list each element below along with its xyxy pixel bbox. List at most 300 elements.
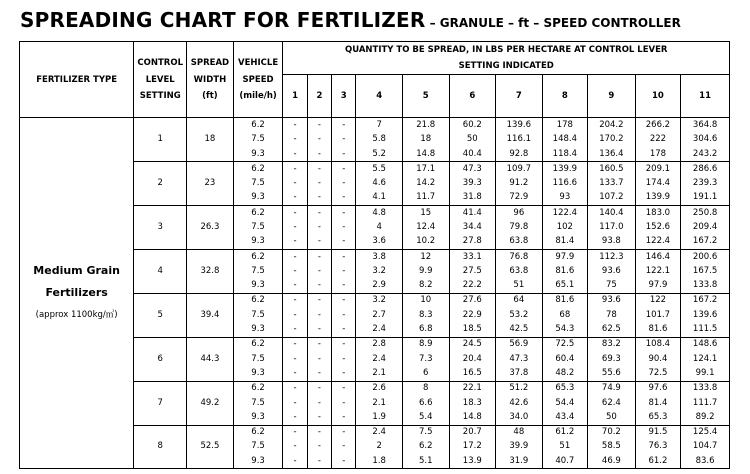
quantity-cell-level-5: 5.1 bbox=[402, 454, 449, 469]
quantity-cell-level-7: 79.8 bbox=[496, 220, 543, 234]
table-row bbox=[20, 118, 730, 133]
vehicle-speed-cell: 6.2 bbox=[233, 206, 283, 221]
quantity-cell-level-4: 2 bbox=[356, 440, 403, 454]
quantity-cell-level-3: - bbox=[332, 191, 356, 206]
vehicle-speed-cell: 7.5 bbox=[233, 264, 283, 278]
header-level-4: 4 bbox=[356, 75, 403, 118]
quantity-cell-level-5: 5.4 bbox=[402, 410, 449, 425]
quantity-cell-level-10: 72.5 bbox=[635, 366, 680, 381]
quantity-cell-level-5: 8.9 bbox=[402, 337, 449, 352]
quantity-cell-level-6: 16.5 bbox=[449, 366, 496, 381]
quantity-cell-level-6: 20.4 bbox=[449, 352, 496, 366]
quantity-cell-level-2: - bbox=[307, 249, 331, 264]
quantity-cell-level-9: 62.4 bbox=[588, 396, 636, 410]
quantity-cell-level-2: - bbox=[307, 396, 331, 410]
vehicle-speed-cell: 6.2 bbox=[233, 337, 283, 352]
quantity-cell-level-2: - bbox=[307, 279, 331, 294]
quantity-cell-level-1: - bbox=[283, 191, 307, 206]
quantity-cell-level-11: 99.1 bbox=[681, 366, 730, 381]
quantity-cell-level-1: - bbox=[283, 381, 307, 396]
quantity-cell-level-6: 18.3 bbox=[449, 396, 496, 410]
quantity-cell-level-11: 83.6 bbox=[681, 454, 730, 469]
header-fertilizer-type: FERTILIZER TYPE bbox=[20, 42, 134, 118]
quantity-cell-level-5: 12 bbox=[402, 249, 449, 264]
quantity-cell-level-8: 68 bbox=[542, 308, 587, 322]
quantity-cell-level-9: 112.3 bbox=[588, 249, 636, 264]
quantity-cell-level-8: 65.3 bbox=[542, 381, 587, 396]
header-level-7: 7 bbox=[496, 75, 543, 118]
quantity-cell-level-3: - bbox=[332, 220, 356, 234]
control-level-cell: 8 bbox=[134, 425, 187, 469]
quantity-cell-level-7: 64 bbox=[496, 293, 543, 308]
quantity-cell-level-3: - bbox=[332, 206, 356, 221]
quantity-cell-level-11: 191.1 bbox=[681, 191, 730, 206]
quantity-cell-level-3: - bbox=[332, 308, 356, 322]
control-level-cell: 7 bbox=[134, 381, 187, 425]
quantity-cell-level-4: 3.8 bbox=[356, 249, 403, 264]
quantity-cell-level-6: 22.9 bbox=[449, 308, 496, 322]
quantity-cell-level-1: - bbox=[283, 279, 307, 294]
page-subtitle: – GRANULE – ft – SPEED CONTROLLER bbox=[425, 16, 681, 30]
vehicle-speed-cell: 9.3 bbox=[233, 279, 283, 294]
quantity-cell-level-1: - bbox=[283, 220, 307, 234]
quantity-cell-level-3: - bbox=[332, 235, 356, 250]
quantity-cell-level-4: 5.2 bbox=[356, 147, 403, 162]
quantity-cell-level-4: 2.8 bbox=[356, 337, 403, 352]
quantity-cell-level-10: 209.1 bbox=[635, 162, 680, 177]
quantity-cell-level-8: 48.2 bbox=[542, 366, 587, 381]
header-level-8: 8 bbox=[542, 75, 587, 118]
quantity-cell-level-3: - bbox=[332, 425, 356, 440]
spread-width-cell: 32.8 bbox=[187, 249, 234, 293]
quantity-cell-level-3: - bbox=[332, 118, 356, 133]
quantity-cell-level-4: 2.6 bbox=[356, 381, 403, 396]
quantity-cell-level-7: 91.2 bbox=[496, 176, 543, 190]
quantity-cell-level-8: 65.1 bbox=[542, 279, 587, 294]
spread-width-cell: 52.5 bbox=[187, 425, 234, 469]
quantity-cell-level-7: 48 bbox=[496, 425, 543, 440]
quantity-cell-level-8: 51 bbox=[542, 440, 587, 454]
quantity-cell-level-2: - bbox=[307, 293, 331, 308]
quantity-cell-level-11: 243.2 bbox=[681, 147, 730, 162]
quantity-cell-level-6: 60.2 bbox=[449, 118, 496, 133]
quantity-cell-level-2: - bbox=[307, 366, 331, 381]
quantity-cell-level-1: - bbox=[283, 118, 307, 133]
quantity-cell-level-2: - bbox=[307, 308, 331, 322]
quantity-cell-level-6: 40.4 bbox=[449, 147, 496, 162]
header-level-5: 5 bbox=[402, 75, 449, 118]
quantity-cell-level-3: - bbox=[332, 133, 356, 147]
quantity-cell-level-4: 2.9 bbox=[356, 279, 403, 294]
vehicle-speed-cell: 7.5 bbox=[233, 176, 283, 190]
quantity-cell-level-8: 81.6 bbox=[542, 264, 587, 278]
control-level-cell: 1 bbox=[134, 118, 187, 162]
quantity-cell-level-8: 139.9 bbox=[542, 162, 587, 177]
quantity-cell-level-4: 1.9 bbox=[356, 410, 403, 425]
quantity-cell-level-1: - bbox=[283, 410, 307, 425]
quantity-cell-level-7: 37.8 bbox=[496, 366, 543, 381]
quantity-cell-level-2: - bbox=[307, 322, 331, 337]
quantity-cell-level-9: 140.4 bbox=[588, 206, 636, 221]
quantity-cell-level-5: 6.8 bbox=[402, 322, 449, 337]
quantity-cell-level-10: 122.1 bbox=[635, 264, 680, 278]
quantity-cell-level-8: 54.3 bbox=[542, 322, 587, 337]
quantity-cell-level-10: 81.4 bbox=[635, 396, 680, 410]
quantity-cell-level-6: 22.2 bbox=[449, 279, 496, 294]
quantity-cell-level-9: 93.6 bbox=[588, 264, 636, 278]
quantity-cell-level-8: 148.4 bbox=[542, 133, 587, 147]
quantity-cell-level-2: - bbox=[307, 264, 331, 278]
vehicle-speed-cell: 9.3 bbox=[233, 410, 283, 425]
quantity-cell-level-1: - bbox=[283, 293, 307, 308]
vehicle-speed-cell: 6.2 bbox=[233, 162, 283, 177]
quantity-cell-level-9: 70.2 bbox=[588, 425, 636, 440]
quantity-cell-level-1: - bbox=[283, 352, 307, 366]
quantity-cell-level-7: 63.8 bbox=[496, 264, 543, 278]
quantity-cell-level-7: 31.9 bbox=[496, 454, 543, 469]
quantity-cell-level-11: 111.7 bbox=[681, 396, 730, 410]
header-control-level bbox=[134, 42, 187, 118]
quantity-cell-level-9: 74.9 bbox=[588, 381, 636, 396]
quantity-cell-level-11: 364.8 bbox=[681, 118, 730, 133]
quantity-cell-level-2: - bbox=[307, 206, 331, 221]
vehicle-speed-cell: 6.2 bbox=[233, 118, 283, 133]
quantity-cell-level-10: 183.0 bbox=[635, 206, 680, 221]
quantity-cell-level-4: 4.8 bbox=[356, 206, 403, 221]
quantity-cell-level-6: 20.7 bbox=[449, 425, 496, 440]
quantity-cell-level-5: 7.5 bbox=[402, 425, 449, 440]
vehicle-speed-cell: 9.3 bbox=[233, 322, 283, 337]
quantity-cell-level-8: 72.5 bbox=[542, 337, 587, 352]
quantity-cell-level-1: - bbox=[283, 235, 307, 250]
spread-width-cell: 49.2 bbox=[187, 381, 234, 425]
quantity-cell-level-7: 47.3 bbox=[496, 352, 543, 366]
header-vehicle-line: (mile/h) bbox=[239, 90, 277, 101]
vehicle-speed-cell: 6.2 bbox=[233, 381, 283, 396]
quantity-cell-level-6: 33.1 bbox=[449, 249, 496, 264]
quantity-cell-level-4: 2.1 bbox=[356, 396, 403, 410]
quantity-cell-level-1: - bbox=[283, 440, 307, 454]
quantity-cell-level-4: 2.4 bbox=[356, 352, 403, 366]
quantity-cell-level-9: 62.5 bbox=[588, 322, 636, 337]
quantity-cell-level-8: 61.2 bbox=[542, 425, 587, 440]
quantity-cell-level-11: 148.6 bbox=[681, 337, 730, 352]
quantity-cell-level-2: - bbox=[307, 352, 331, 366]
quantity-cell-level-8: 40.7 bbox=[542, 454, 587, 469]
quantity-cell-level-11: 200.6 bbox=[681, 249, 730, 264]
quantity-cell-level-3: - bbox=[332, 410, 356, 425]
quantity-cell-level-9: 58.5 bbox=[588, 440, 636, 454]
quantity-cell-level-4: 4 bbox=[356, 220, 403, 234]
quantity-cell-level-8: 116.6 bbox=[542, 176, 587, 190]
quantity-cell-level-11: 167.5 bbox=[681, 264, 730, 278]
quantity-cell-level-8: 81.6 bbox=[542, 293, 587, 308]
quantity-cell-level-7: 109.7 bbox=[496, 162, 543, 177]
quantity-cell-level-10: 97.6 bbox=[635, 381, 680, 396]
vehicle-speed-cell: 7.5 bbox=[233, 133, 283, 147]
quantity-cell-level-7: 116.1 bbox=[496, 133, 543, 147]
quantity-cell-level-8: 178 bbox=[542, 118, 587, 133]
header-spread-line: WIDTH bbox=[193, 74, 227, 85]
quantity-cell-level-6: 17.2 bbox=[449, 440, 496, 454]
quantity-cell-level-10: 222 bbox=[635, 133, 680, 147]
quantity-cell-level-11: 167.2 bbox=[681, 235, 730, 250]
quantity-cell-level-8: 102 bbox=[542, 220, 587, 234]
page-title: SPREADING CHART FOR FERTILIZER bbox=[20, 8, 426, 32]
quantity-cell-level-6: 47.3 bbox=[449, 162, 496, 177]
quantity-cell-level-1: - bbox=[283, 206, 307, 221]
header-vehicle-line: SPEED bbox=[242, 74, 274, 85]
header-quantity-line: QUANTITY TO BE SPREAD, IN LBS PER HECTARE AT CONTROL LEVER bbox=[344, 45, 668, 55]
vehicle-speed-cell: 6.2 bbox=[233, 293, 283, 308]
quantity-cell-level-10: 76.3 bbox=[635, 440, 680, 454]
quantity-cell-level-10: 97.9 bbox=[635, 279, 680, 294]
quantity-cell-level-11: 133.8 bbox=[681, 279, 730, 294]
quantity-cell-level-1: - bbox=[283, 366, 307, 381]
quantity-cell-level-10: 139.9 bbox=[635, 191, 680, 206]
quantity-cell-level-3: - bbox=[332, 162, 356, 177]
quantity-cell-level-10: 61.2 bbox=[635, 454, 680, 469]
quantity-cell-level-11: 286.6 bbox=[681, 162, 730, 177]
quantity-cell-level-11: 250.8 bbox=[681, 206, 730, 221]
quantity-cell-level-9: 50 bbox=[588, 410, 636, 425]
chart-title-block bbox=[20, 8, 681, 32]
quantity-cell-level-5: 6.2 bbox=[402, 440, 449, 454]
quantity-cell-level-2: - bbox=[307, 410, 331, 425]
quantity-cell-level-1: - bbox=[283, 249, 307, 264]
quantity-cell-level-2: - bbox=[307, 162, 331, 177]
header-level-3: 3 bbox=[332, 75, 356, 118]
quantity-cell-level-3: - bbox=[332, 381, 356, 396]
quantity-cell-level-1: - bbox=[283, 322, 307, 337]
quantity-cell-level-11: 133.8 bbox=[681, 381, 730, 396]
vehicle-speed-cell: 6.2 bbox=[233, 425, 283, 440]
quantity-cell-level-10: 146.4 bbox=[635, 249, 680, 264]
spread-width-cell: 39.4 bbox=[187, 293, 234, 337]
header-level-6: 6 bbox=[449, 75, 496, 118]
control-level-cell: 5 bbox=[134, 293, 187, 337]
header-spread-line: SPREAD bbox=[190, 58, 230, 69]
header-vehicle-line: VEHICLE bbox=[238, 58, 279, 69]
fertilizer-type-cell bbox=[20, 118, 134, 469]
quantity-cell-level-9: 160.5 bbox=[588, 162, 636, 177]
quantity-cell-level-7: 34.0 bbox=[496, 410, 543, 425]
quantity-cell-level-4: 3.6 bbox=[356, 235, 403, 250]
quantity-cell-level-2: - bbox=[307, 440, 331, 454]
quantity-cell-level-1: - bbox=[283, 147, 307, 162]
quantity-cell-level-10: 108.4 bbox=[635, 337, 680, 352]
header-quantity-line: SETTING INDICATED bbox=[458, 61, 554, 72]
vehicle-speed-cell: 9.3 bbox=[233, 191, 283, 206]
quantity-cell-level-10: 178 bbox=[635, 147, 680, 162]
vehicle-speed-cell: 7.5 bbox=[233, 220, 283, 234]
quantity-cell-level-3: - bbox=[332, 322, 356, 337]
quantity-cell-level-5: 14.2 bbox=[402, 176, 449, 190]
quantity-cell-level-9: 204.2 bbox=[588, 118, 636, 133]
quantity-cell-level-7: 39.9 bbox=[496, 440, 543, 454]
quantity-cell-level-5: 14.8 bbox=[402, 147, 449, 162]
quantity-cell-level-1: - bbox=[283, 133, 307, 147]
quantity-cell-level-7: 53.2 bbox=[496, 308, 543, 322]
quantity-cell-level-2: - bbox=[307, 220, 331, 234]
fertilizer-type-line3: (approx 1100kg/㎥) bbox=[35, 310, 118, 321]
vehicle-speed-cell: 7.5 bbox=[233, 308, 283, 322]
quantity-cell-level-8: 97.9 bbox=[542, 249, 587, 264]
quantity-cell-level-2: - bbox=[307, 176, 331, 190]
quantity-cell-level-2: - bbox=[307, 147, 331, 162]
quantity-cell-level-4: 1.8 bbox=[356, 454, 403, 469]
quantity-cell-level-5: 12.4 bbox=[402, 220, 449, 234]
header-quantity bbox=[283, 42, 730, 75]
quantity-cell-level-7: 72.9 bbox=[496, 191, 543, 206]
quantity-cell-level-7: 96 bbox=[496, 206, 543, 221]
quantity-cell-level-10: 152.6 bbox=[635, 220, 680, 234]
quantity-cell-level-7: 139.6 bbox=[496, 118, 543, 133]
quantity-cell-level-6: 13.9 bbox=[449, 454, 496, 469]
fertilizer-type-line1: Medium Grain bbox=[33, 264, 120, 278]
header-level-9: 9 bbox=[588, 75, 636, 118]
quantity-cell-level-6: 18.5 bbox=[449, 322, 496, 337]
quantity-cell-level-3: - bbox=[332, 440, 356, 454]
vehicle-speed-cell: 9.3 bbox=[233, 366, 283, 381]
quantity-cell-level-10: 266.2 bbox=[635, 118, 680, 133]
quantity-cell-level-10: 174.4 bbox=[635, 176, 680, 190]
quantity-cell-level-6: 22.1 bbox=[449, 381, 496, 396]
quantity-cell-level-9: 136.4 bbox=[588, 147, 636, 162]
quantity-cell-level-7: 76.8 bbox=[496, 249, 543, 264]
quantity-cell-level-11: 125.4 bbox=[681, 425, 730, 440]
quantity-cell-level-6: 27.8 bbox=[449, 235, 496, 250]
quantity-cell-level-5: 10 bbox=[402, 293, 449, 308]
quantity-cell-level-4: 7 bbox=[356, 118, 403, 133]
quantity-cell-level-8: 81.4 bbox=[542, 235, 587, 250]
quantity-cell-level-9: 117.0 bbox=[588, 220, 636, 234]
quantity-cell-level-1: - bbox=[283, 454, 307, 469]
quantity-cell-level-7: 92.8 bbox=[496, 147, 543, 162]
quantity-cell-level-8: 122.4 bbox=[542, 206, 587, 221]
quantity-cell-level-9: 78 bbox=[588, 308, 636, 322]
quantity-cell-level-7: 63.8 bbox=[496, 235, 543, 250]
quantity-cell-level-4: 2.4 bbox=[356, 425, 403, 440]
quantity-cell-level-3: - bbox=[332, 176, 356, 190]
quantity-cell-level-8: 118.4 bbox=[542, 147, 587, 162]
quantity-cell-level-2: - bbox=[307, 133, 331, 147]
quantity-cell-level-5: 9.9 bbox=[402, 264, 449, 278]
quantity-cell-level-2: - bbox=[307, 337, 331, 352]
quantity-cell-level-4: 2.1 bbox=[356, 366, 403, 381]
quantity-cell-level-11: 89.2 bbox=[681, 410, 730, 425]
spreading-chart-table bbox=[19, 41, 730, 469]
quantity-cell-level-9: 93.8 bbox=[588, 235, 636, 250]
quantity-cell-level-3: - bbox=[332, 279, 356, 294]
quantity-cell-level-9: 93.6 bbox=[588, 293, 636, 308]
header-level-11: 11 bbox=[681, 75, 730, 118]
quantity-cell-level-4: 4.1 bbox=[356, 191, 403, 206]
quantity-cell-level-5: 10.2 bbox=[402, 235, 449, 250]
vehicle-speed-cell: 7.5 bbox=[233, 396, 283, 410]
quantity-cell-level-11: 111.5 bbox=[681, 322, 730, 337]
quantity-cell-level-5: 7.3 bbox=[402, 352, 449, 366]
quantity-cell-level-1: - bbox=[283, 308, 307, 322]
quantity-cell-level-10: 122.4 bbox=[635, 235, 680, 250]
header-level-10: 10 bbox=[635, 75, 680, 118]
fertilizer-type-line2: Fertilizers bbox=[45, 286, 108, 300]
quantity-cell-level-11: 209.4 bbox=[681, 220, 730, 234]
quantity-cell-level-8: 43.4 bbox=[542, 410, 587, 425]
header-level-2: 2 bbox=[307, 75, 331, 118]
quantity-cell-level-4: 3.2 bbox=[356, 264, 403, 278]
quantity-cell-level-2: - bbox=[307, 118, 331, 133]
quantity-cell-level-5: 15 bbox=[402, 206, 449, 221]
quantity-cell-level-5: 17.1 bbox=[402, 162, 449, 177]
quantity-cell-level-4: 4.6 bbox=[356, 176, 403, 190]
quantity-cell-level-7: 56.9 bbox=[496, 337, 543, 352]
quantity-cell-level-1: - bbox=[283, 162, 307, 177]
quantity-cell-level-6: 34.4 bbox=[449, 220, 496, 234]
header-control-line: CONTROL bbox=[137, 58, 183, 69]
quantity-cell-level-1: - bbox=[283, 425, 307, 440]
quantity-cell-level-6: 31.8 bbox=[449, 191, 496, 206]
quantity-cell-level-4: 5.5 bbox=[356, 162, 403, 177]
quantity-cell-level-2: - bbox=[307, 381, 331, 396]
quantity-cell-level-10: 91.5 bbox=[635, 425, 680, 440]
quantity-cell-level-5: 8.2 bbox=[402, 279, 449, 294]
quantity-cell-level-6: 24.5 bbox=[449, 337, 496, 352]
quantity-cell-level-6: 41.4 bbox=[449, 206, 496, 221]
spread-width-cell: 23 bbox=[187, 162, 234, 206]
quantity-cell-level-5: 8.3 bbox=[402, 308, 449, 322]
vehicle-speed-cell: 6.2 bbox=[233, 249, 283, 264]
vehicle-speed-cell: 9.3 bbox=[233, 147, 283, 162]
quantity-cell-level-7: 51.2 bbox=[496, 381, 543, 396]
vehicle-speed-cell: 9.3 bbox=[233, 235, 283, 250]
quantity-cell-level-10: 90.4 bbox=[635, 352, 680, 366]
control-level-cell: 2 bbox=[134, 162, 187, 206]
quantity-cell-level-2: - bbox=[307, 235, 331, 250]
quantity-cell-level-5: 6 bbox=[402, 366, 449, 381]
quantity-cell-level-9: 75 bbox=[588, 279, 636, 294]
header-control-line: LEVEL bbox=[145, 74, 175, 85]
quantity-cell-level-6: 14.8 bbox=[449, 410, 496, 425]
quantity-cell-level-4: 2.7 bbox=[356, 308, 403, 322]
quantity-cell-level-4: 3.2 bbox=[356, 293, 403, 308]
spread-width-cell: 26.3 bbox=[187, 206, 234, 250]
control-level-cell: 4 bbox=[134, 249, 187, 293]
quantity-cell-level-1: - bbox=[283, 176, 307, 190]
spread-width-cell: 18 bbox=[187, 118, 234, 162]
quantity-cell-level-2: - bbox=[307, 191, 331, 206]
quantity-cell-level-10: 65.3 bbox=[635, 410, 680, 425]
quantity-cell-level-5: 8 bbox=[402, 381, 449, 396]
quantity-cell-level-3: - bbox=[332, 366, 356, 381]
quantity-cell-level-8: 60.4 bbox=[542, 352, 587, 366]
quantity-cell-level-1: - bbox=[283, 264, 307, 278]
quantity-cell-level-9: 46.9 bbox=[588, 454, 636, 469]
header-control-line: SETTING bbox=[139, 90, 181, 101]
quantity-cell-level-3: - bbox=[332, 454, 356, 469]
header-spread-line: (ft) bbox=[202, 90, 218, 101]
quantity-cell-level-2: - bbox=[307, 425, 331, 440]
quantity-cell-level-11: 139.6 bbox=[681, 308, 730, 322]
quantity-cell-level-5: 11.7 bbox=[402, 191, 449, 206]
quantity-cell-level-7: 42.6 bbox=[496, 396, 543, 410]
spread-width-cell: 44.3 bbox=[187, 337, 234, 381]
quantity-cell-level-7: 51 bbox=[496, 279, 543, 294]
quantity-cell-level-6: 27.5 bbox=[449, 264, 496, 278]
quantity-cell-level-7: 42.5 bbox=[496, 322, 543, 337]
quantity-cell-level-3: - bbox=[332, 249, 356, 264]
quantity-cell-level-6: 27.6 bbox=[449, 293, 496, 308]
